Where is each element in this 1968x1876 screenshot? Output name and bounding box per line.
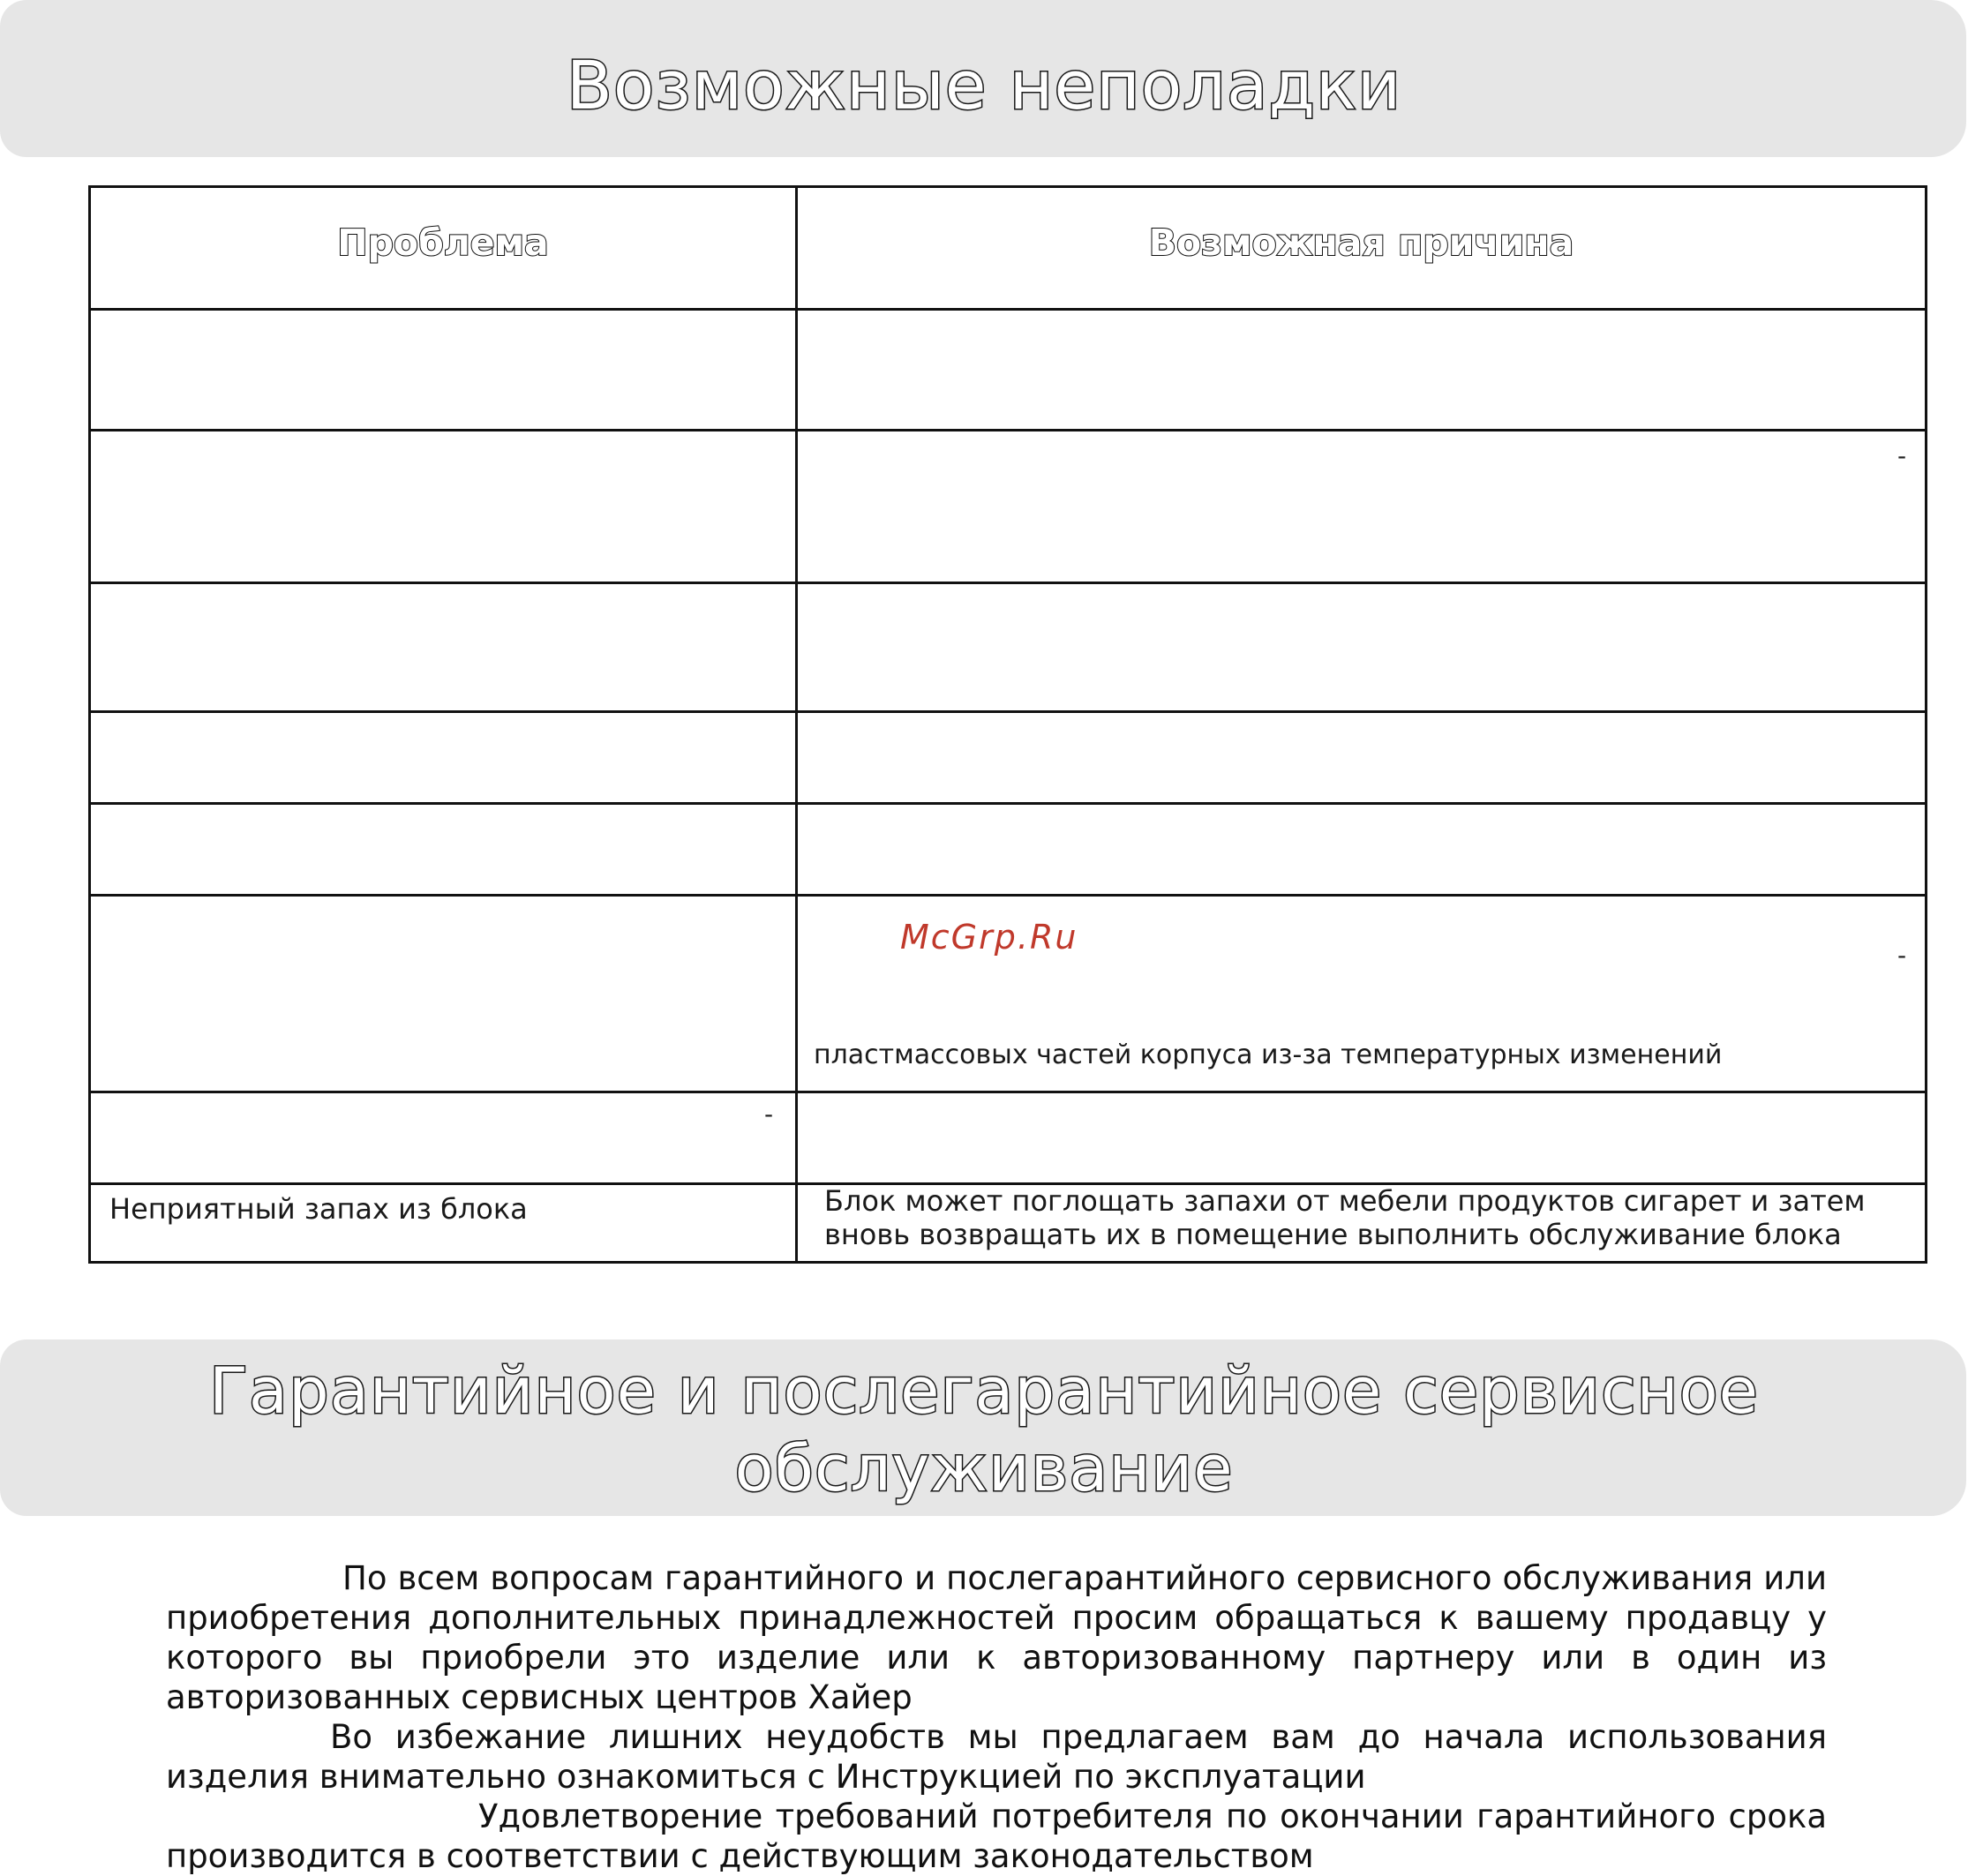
table-row-divider — [88, 582, 1927, 584]
problem-text: Неприятный запах из блока — [109, 1192, 528, 1226]
table-row-divider — [88, 308, 1927, 311]
cause-mark: - — [1897, 441, 1907, 470]
cause-text: пластмассовых частей корпуса из-за температурных изменений — [814, 1039, 1723, 1070]
watermark-text: McGrp.Ru — [900, 918, 1078, 957]
table-border-top — [88, 185, 1927, 188]
table-row-divider — [88, 802, 1927, 805]
table-row-divider — [88, 894, 1927, 897]
problem-mark: - — [764, 1099, 774, 1129]
table-border-right — [1925, 185, 1927, 1264]
table-border-bottom — [88, 1261, 1927, 1264]
table-row-divider — [88, 429, 1927, 431]
service-paragraph: Удовлетворение требований потребителя по окончании гарантийного срока производится в соответствии с действующим законодательством — [166, 1797, 1827, 1875]
cause-text-line: Блок может поглощать запахи от мебели продуктов сигарет и затем — [824, 1184, 1866, 1218]
cause-mark: - — [1897, 941, 1907, 970]
table-column-divider — [795, 185, 798, 1264]
table-row-divider — [88, 710, 1927, 713]
service-paragraph: Во избежание лишних неудобств мы предлагаем вам до начала использования изделия внимательно ознакомиться с Инструкцией по эксплуатации — [166, 1718, 1827, 1796]
section-title-service: Гарантийное и послегарантийное сервисное обслуживание — [209, 1354, 1759, 1505]
table-border-left — [88, 185, 91, 1264]
service-paragraph: По всем вопросам гарантийного и послегарантийного сервисного обслуживания или приобретения дополнительных принадлежностей просим обращаться к вашему продавцу у которого вы приобрели это изделие или к авторизованному партнеру или в один из авторизованных сервисных центров Хайер — [166, 1559, 1827, 1716]
header-cause: Возможная причина — [1148, 221, 1574, 264]
table-row-divider — [88, 1091, 1927, 1093]
section-title-troubleshooting: Возможные неполадки — [566, 46, 1402, 124]
header-problem: Проблема — [337, 221, 549, 264]
cause-text-line: вновь возвращать их в помещение выполнить обслуживание блока — [824, 1218, 1842, 1251]
